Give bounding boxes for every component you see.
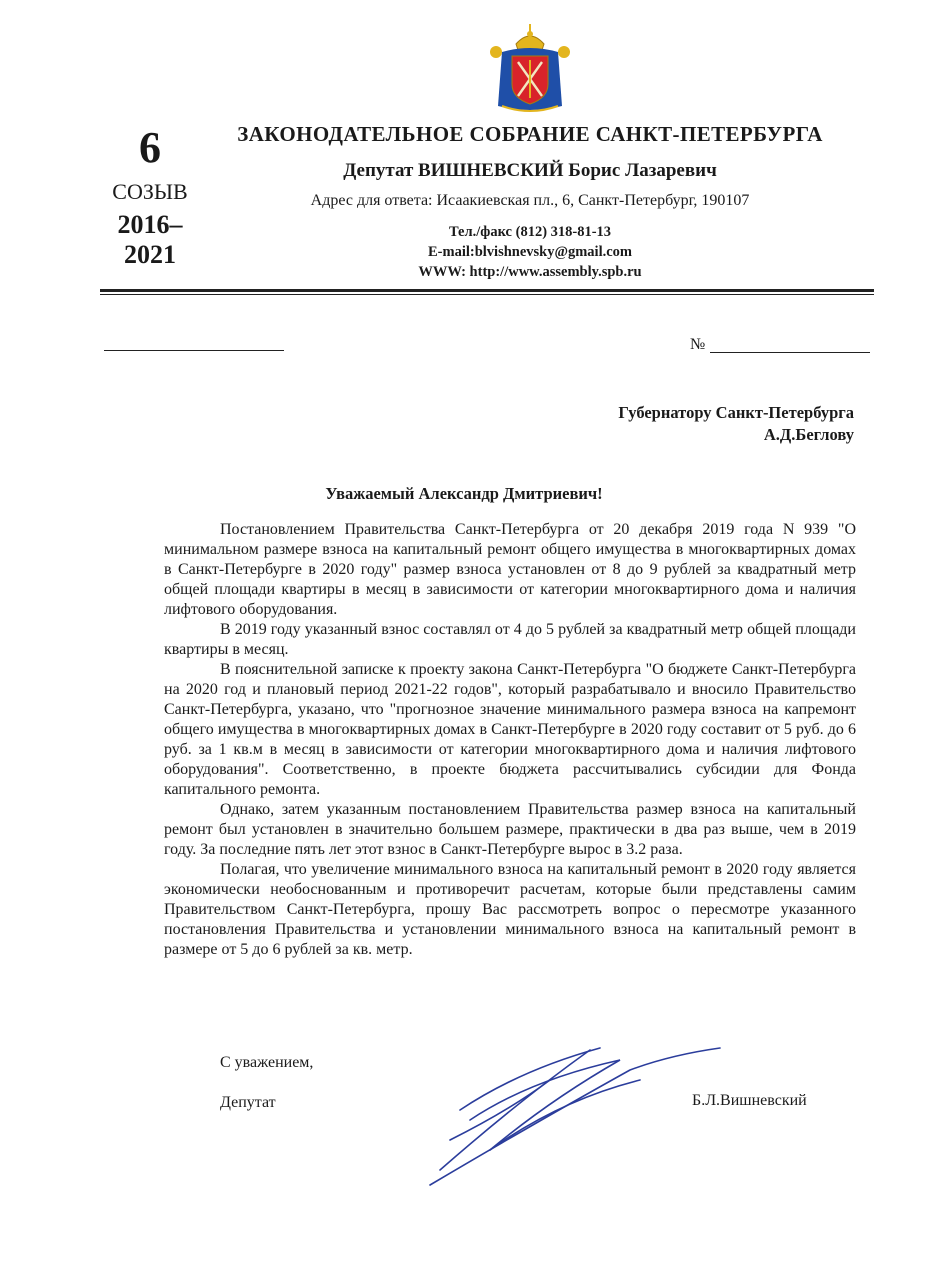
email: E-mail:blvishnevsky@gmail.com [427, 244, 632, 260]
body-paragraph: Однако, затем указанным постановлением Правительства размер взноса на капитальный ремонт был установлен в значительно большем размере, практически в два раз выше, чем в 2019 году. За последние пять лет этот взнос в Санкт-Петербурге вырос в 3.2 раза. [164, 801, 856, 858]
reply-address: Адрес для ответа: Исаакиевская пл., 6, Санкт-Петербург, 190107 [310, 192, 750, 209]
assembly-name: ЗАКОНОДАТЕЛЬНОЕ СОБРАНИЕ САНКТ-ПЕТЕРБУРГА [237, 122, 823, 146]
closing-regards: С уважением, [220, 1054, 314, 1071]
convocation-years-end: 2021 [124, 240, 176, 269]
coat-of-arms-emblem [488, 22, 572, 116]
website: WWW: http://www.assembly.spb.ru [418, 264, 642, 280]
deputy-line: Депутат ВИШНЕВСКИЙ Борис Лазаревич [343, 160, 717, 181]
salutation: Уважаемый Александр Дмитриевич! [325, 484, 603, 503]
phone-fax: Тел./факс (812) 318-81-13 [448, 224, 612, 240]
header-divider-thick [100, 289, 874, 292]
header-divider-thin [100, 294, 874, 295]
body-paragraph: Постановлением Правительства Санкт-Петербурга от 20 декабря 2019 года N 939 "О минимальном размере взноса на капитальный ремонт общего имущества в многоквартирных домах в Санкт-Петербурге в 2020 году" размер взноса установлен от 8 до 9 рублей за квадратный метр общей площади квартиры в месяц в зависимости от категории многоквартирного дома и наличия лифтового оборудования. [164, 521, 856, 618]
date-blank-line [104, 350, 284, 351]
body-paragraph: В пояснительной записке к проекту закона Санкт-Петербурга "О бюджете Санкт-Петербурга на 2020 год и плановый период 2021-22 годов", который разрабатывало и вносило Правительство Санкт-Петербурга, указано, что "прогнозное значение минимального размера взноса на капремонт общего имущества в многоквартирных домах в Санкт-Петербурге в 2020 году составит от 5 руб. до 6 руб. за 1 кв.м в месяц в зависимости от категории многоквартирного дома и наличия лифтового оборудования". Соответственно, в проекте бюджета рассчитывались субсидии для Фонда капитального ремонта. [164, 661, 856, 798]
handwritten-signature [400, 1040, 740, 1190]
signer-position: Депутат [220, 1094, 276, 1111]
convocation-number: 6 [139, 123, 161, 172]
convocation-label: СОЗЫВ [112, 179, 188, 204]
convocation-years-start: 2016– [117, 210, 183, 239]
recipient-title: Губернатору Санкт-Петербурга [618, 403, 854, 422]
body-paragraph: В 2019 году указанный взнос составлял от 4 до 5 рублей за квадратный метр общей площади квартиры в месяц. [164, 621, 856, 658]
document-number-blank-line [710, 352, 870, 353]
recipient-name: А.Д.Беглову [763, 425, 854, 444]
convocation-years [102, 210, 198, 270]
document-number-label: № [690, 336, 706, 353]
recipient-block [480, 402, 854, 446]
contact-block [300, 222, 760, 282]
signer-name: Б.Л.Вишневский [692, 1092, 807, 1109]
letter-body [164, 520, 856, 960]
body-paragraph: Полагая, что увеличение минимального взноса на капитальный ремонт в 2020 году является экономически необоснованным и противоречит расчетам, которые были представлены самим Правительством Санкт-Петербурга, прошу Вас рассмотреть вопрос о пересмотре указанного постановления Правительства и установлении минимального взноса на капитальный ремонт в размере от 5 до 6 рублей за кв. метр. [164, 861, 856, 958]
convocation-block [102, 124, 198, 270]
